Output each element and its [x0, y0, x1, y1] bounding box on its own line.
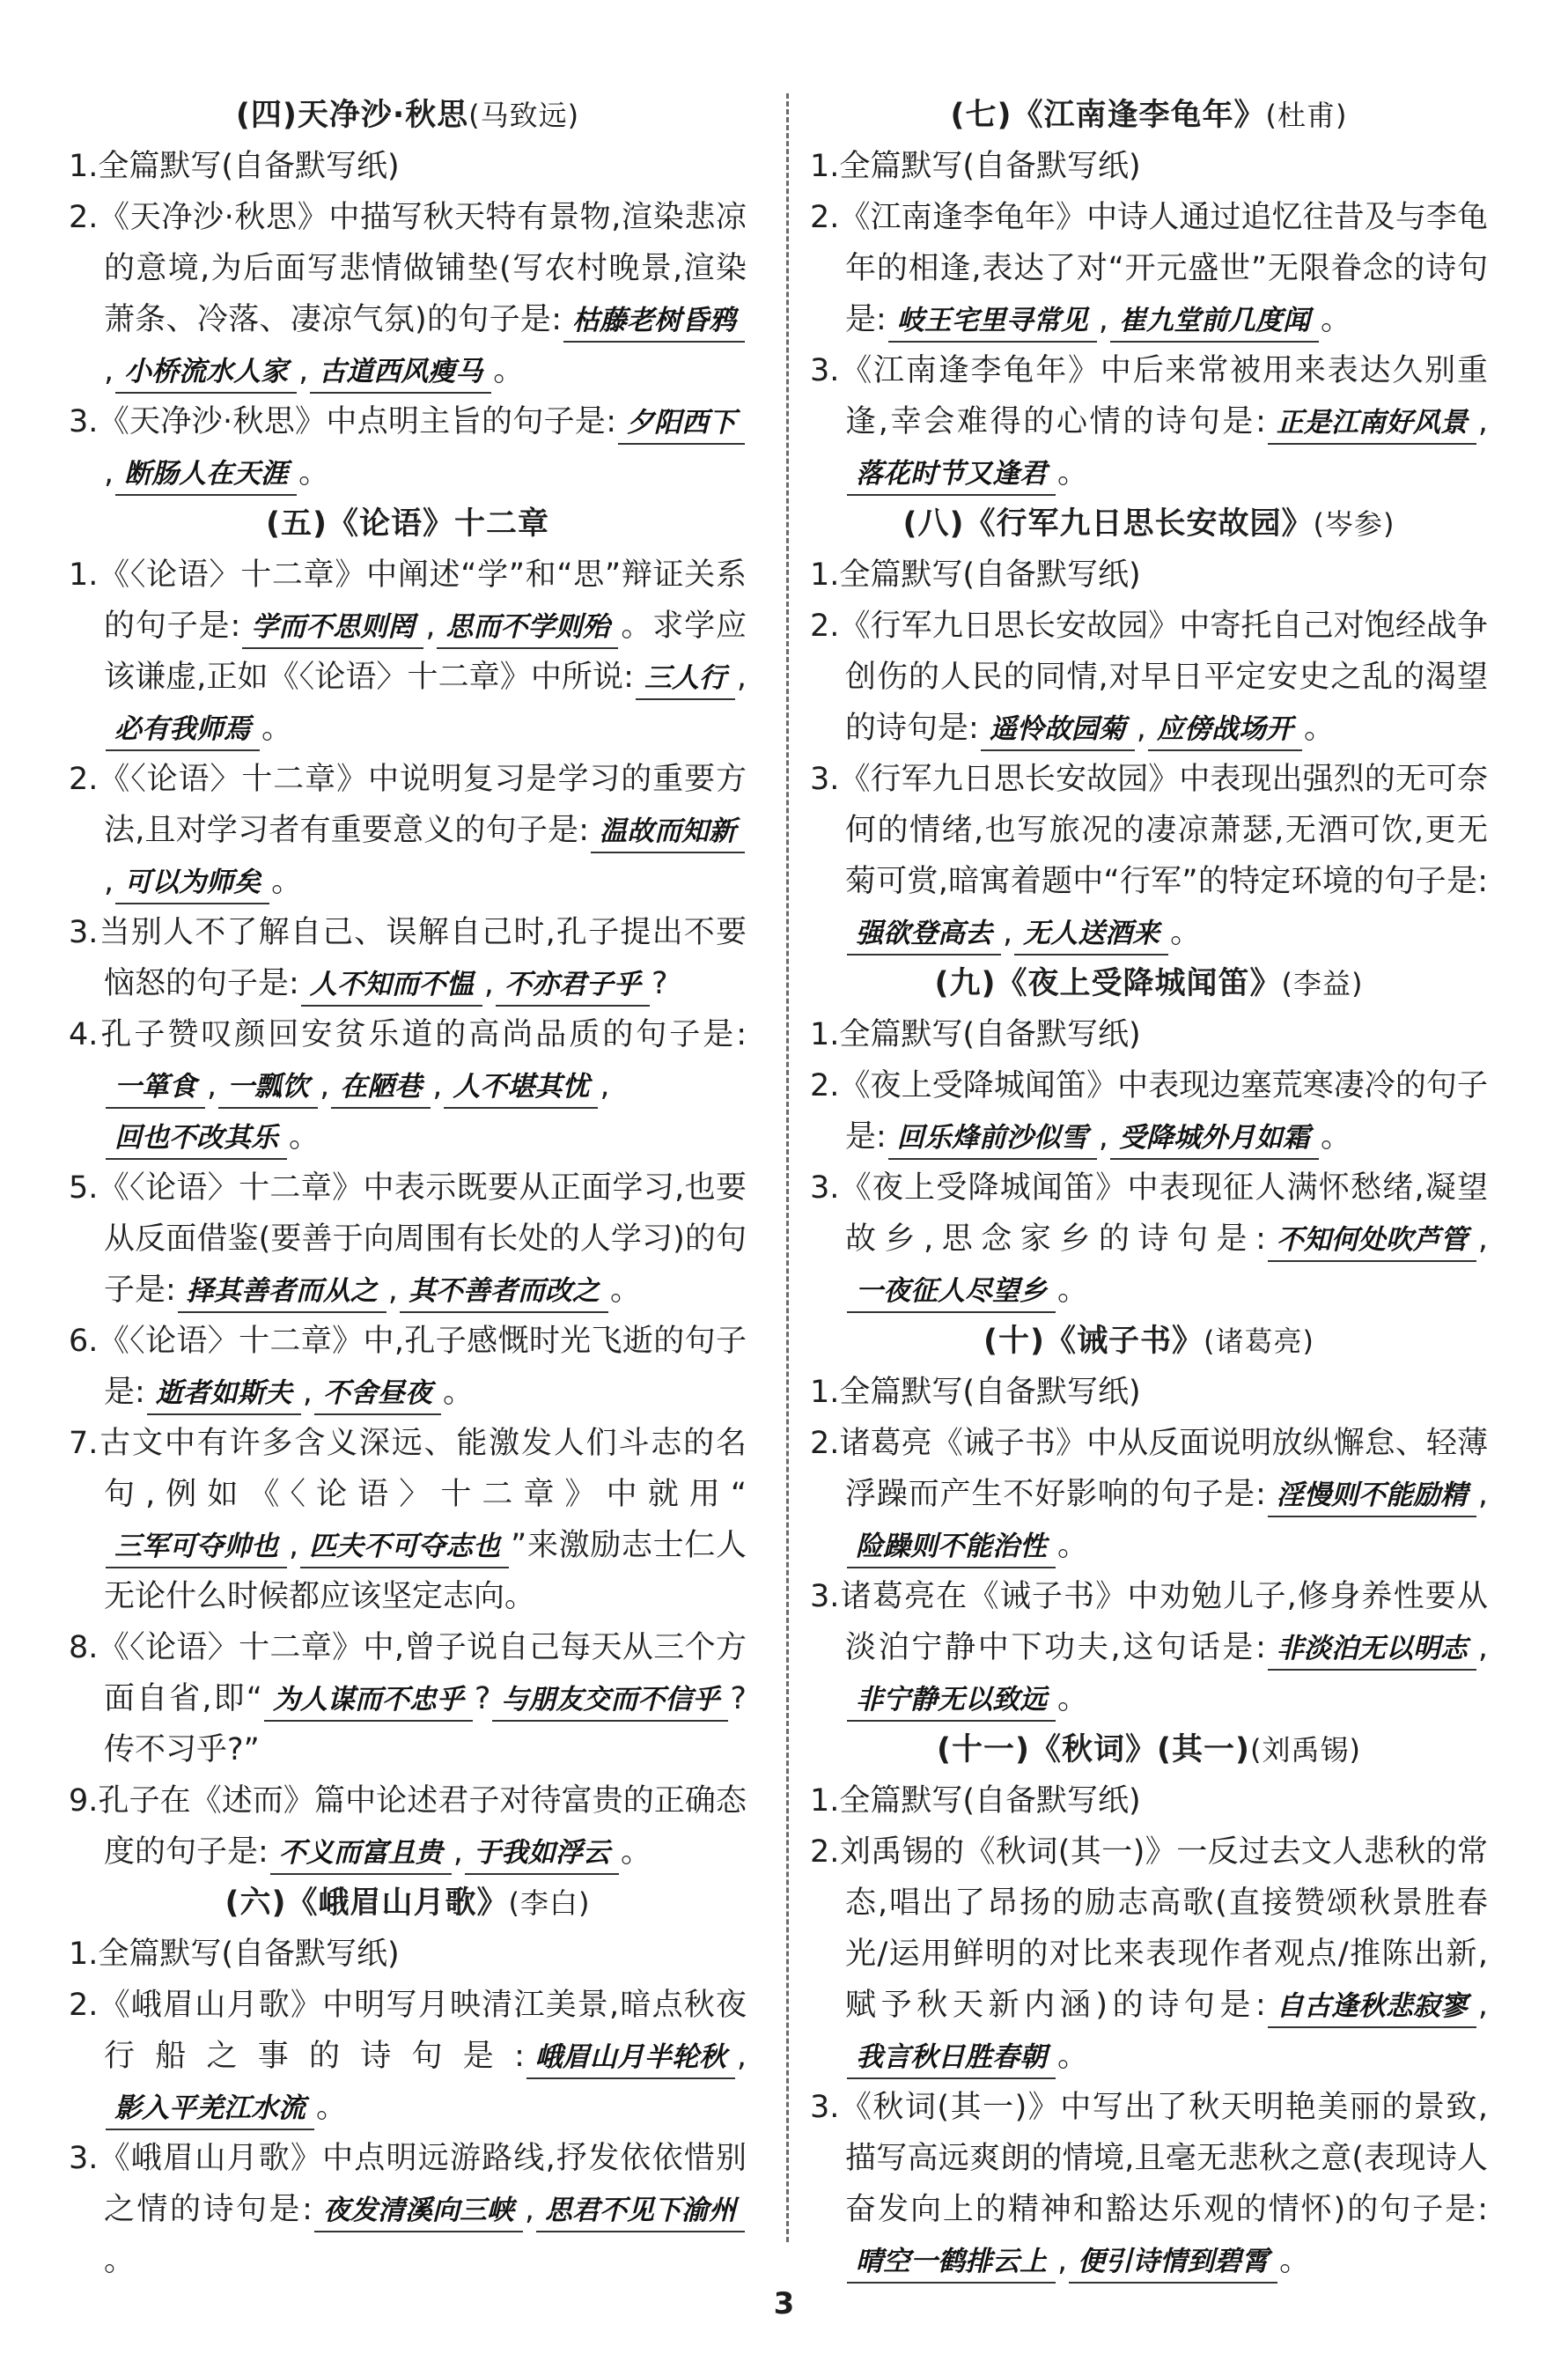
question-item: 3.诸葛亮在《诫子书》中劝勉儿子,修身养性要从淡泊宁静中下功夫,这句话是: 非淡泊无以明志 ,非宁静无以致远 。	[810, 1571, 1488, 1724]
section-author: (刘禹锡)	[1250, 1733, 1361, 1767]
question-item: 2.《江南逢李龟年》中诗人通过追忆往昔及与李龟年的相逢,表达了对“开元盛世”无限眷念的诗句是: 岐王宅里寻常见 , 崔九堂前几度闻 。	[810, 192, 1488, 345]
question-item: 1.全篇默写(自备默写纸)	[69, 1937, 400, 1972]
left-column	[69, 90, 747, 2286]
answer-blank: 枯藤老树昏鸦	[563, 300, 745, 343]
answer-blank: 自古逢秋悲寂寥	[1268, 1986, 1476, 2028]
answer-blank: 与朋友交而不信乎	[492, 1679, 728, 1722]
answer-blank: 匹夫不可夺志也	[300, 1526, 509, 1568]
answer-blank: 温故而知新	[591, 811, 745, 853]
section-title: (六)《峨眉山月歌》(李白)	[225, 1885, 591, 1921]
section-title: (四)天净沙·秋思(马致远)	[235, 98, 580, 133]
section-title: (十一)《秋词》(其一)(刘禹锡)	[937, 1732, 1361, 1767]
question-item: 4.孔子赞叹颜回安贫乐道的高尚品质的句子是:一箪食 , 一瓢饮 , 在陋巷 , 人不堪其忧 ,回也不改其乐 。	[69, 1009, 747, 1162]
section-author: (岑参)	[1313, 507, 1395, 541]
answer-blank: 不舍昼夜	[314, 1373, 441, 1415]
section-author: (诸葛亮)	[1204, 1325, 1314, 1358]
section-title: (九)《夜上受降城闻笛》(李益)	[934, 966, 1364, 1001]
question-item: 2.《天净沙·秋思》中描写秋天特有景物,渲染悲凉的意境,为后面写悲情做铺垫(写农村晚景,渲染萧条、冷落、凄凉气氛)的句子是: 枯藤老树昏鸦, 小桥流水人家 , 古道西风瘦马 。	[69, 192, 747, 396]
answer-blank: 人不堪其忧	[444, 1066, 598, 1109]
answer-blank: 其不善者而改之	[400, 1271, 608, 1313]
question-item: 5.《〈论语〉十二章》中表示既要从正面学习,也要从反面借鉴(要善于向周围有长处的人学习)的句子是: 择其善者而从之 , 其不善者而改之 。	[69, 1162, 747, 1316]
question-item: 1.全篇默写(自备默写纸)	[810, 1375, 1141, 1410]
section-title: (十)《诫子书》(诸葛亮)	[983, 1324, 1314, 1359]
answer-blank: 崔九堂前几度闻	[1110, 300, 1319, 343]
question-item: 3.《天净沙·秋思》中点明主旨的句子是: 夕阳西下, 断肠人在天涯 。	[69, 396, 747, 498]
answer-blank: 夜发清溪向三峡	[314, 2190, 523, 2232]
question-item: 3.《秋词(其一)》中写出了秋天明艳美丽的景致,描写高远爽朗的情境,且毫无悲秋之意(表现诗人奋发向上的精神和豁达乐观的情怀)的句子是:晴空一鹤排云上 , 便引诗情到碧霄 。	[810, 2082, 1488, 2286]
question-item: 1.全篇默写(自备默写纸)	[810, 1783, 1141, 1819]
question-item: 2.刘禹锡的《秋词(其一)》一反过去文人悲秋的常态,唱出了昂扬的励志高歌(直接赞颂秋景胜春光/运用鲜明的对比来表现作者观点/推陈出新,赋予秋天新内涵)的诗句是: 自古逢秋悲寂寥 ,我言秋日胜春朝 。	[810, 1826, 1488, 2082]
question-item: 3.《峨眉山月歌》中点明远游路线,抒发依依惜别之情的诗句是: 夜发清溪向三峡 , 思君不见下渝州。	[69, 2141, 747, 2278]
section-author: (李白)	[508, 1886, 591, 1920]
section-author: (杜甫)	[1265, 99, 1348, 132]
question-item: 1.全篇默写(自备默写纸)	[69, 149, 400, 184]
answer-blank: 学而不思则罔	[242, 607, 423, 649]
answer-blank: 必有我师焉	[106, 709, 260, 751]
answer-blank: 不义而富且贵	[270, 1833, 452, 1875]
column-divider	[786, 93, 789, 2242]
answer-blank: 正是江南好风景	[1268, 402, 1476, 445]
answer-blank: 受降城外月如霜	[1110, 1118, 1319, 1160]
answer-blank: 一夜征人尽望乡	[847, 1271, 1056, 1313]
section-author: (李益)	[1281, 967, 1364, 1000]
question-item: 1.全篇默写(自备默写纸)	[810, 149, 1141, 184]
answer-blank: 回乐烽前沙似雪	[888, 1118, 1097, 1160]
answer-blank: 岐王宅里寻常见	[888, 300, 1097, 343]
section-title: (八)《行军九日思长安故园》(岑参)	[902, 506, 1395, 542]
section-title: (五)《论语》十二章	[266, 506, 549, 542]
question-item: 6.《〈论语〉十二章》中,孔子感慨时光飞逝的句子是: 逝者如斯夫 , 不舍昼夜 。	[69, 1316, 747, 1418]
question-item: 2.《行军九日思长安故园》中寄托自己对饱经战争创伤的人民的同情,对早日平定安史之乱的渴望的诗句是: 遥怜故园菊 , 应傍战场开 。	[810, 601, 1488, 754]
answer-blank: 应傍战场开	[1148, 709, 1302, 751]
question-item: 1.全篇默写(自备默写纸)	[810, 1017, 1141, 1052]
section-title: (七)《江南逢李龟年》(杜甫)	[950, 98, 1348, 133]
answer-blank: 逝者如斯夫	[147, 1373, 301, 1415]
answer-blank: 回也不改其乐	[106, 1118, 287, 1160]
answer-blank: 一瓢饮	[218, 1066, 318, 1109]
answer-blank: 于我如浮云	[465, 1833, 619, 1875]
answer-blank: 晴空一鹤排云上	[847, 2241, 1056, 2284]
answer-blank: 三军可夺帅也	[106, 1526, 287, 1568]
question-item: 1.《〈论语〉十二章》中阐述“学”和“思”辩证关系的句子是: 学而不思则罔 , 思而不学则殆 。求学应该谦虚,正如《〈论语〉十二章》中所说: 三人行 ,必有我师焉 。	[69, 550, 747, 754]
answer-blank: 一箪食	[106, 1066, 205, 1109]
answer-blank: 小桥流水人家	[115, 351, 297, 394]
answer-blank: 在陋巷	[331, 1066, 431, 1109]
question-item: 3.当别人不了解自己、误解自己时,孔子提出不要恼怒的句子是: 人不知而不愠 , 不亦君子乎 ?	[69, 907, 747, 1009]
answer-blank: 不知何处吹芦管	[1268, 1220, 1476, 1262]
answer-blank: 遥怜故园菊	[981, 709, 1135, 751]
question-item: 3.《行军九日思长安故园》中表现出强烈的无可奈何的情绪,也写旅况的凄凉萧瑟,无酒可饮,更无菊可赏,暗寓着题中“行军”的特定环境的句子是:强欲登高去 , 无人送酒来 。	[810, 754, 1488, 958]
answer-blank: 思而不学则殆	[437, 607, 618, 649]
answer-blank: 非宁静无以致远	[847, 1679, 1056, 1722]
answer-blank: 淫慢则不能励精	[1268, 1475, 1476, 1517]
question-item: 2.诸葛亮《诫子书》中从反面说明放纵懈怠、轻薄浮躁而产生不好影响的句子是: 淫慢则不能励精 ,险躁则不能治性 。	[810, 1418, 1488, 1571]
answer-blank: 我言秋日胜春朝	[847, 2037, 1056, 2079]
page-number: 3	[773, 2286, 795, 2321]
answer-blank: 不亦君子乎	[496, 964, 650, 1007]
question-item: 1.全篇默写(自备默写纸)	[810, 557, 1141, 593]
question-item: 8.《〈论语〉十二章》中,曾子说自己每天从三个方面自省,即“ 为人谋而不忠乎 ? 与朋友交而不信乎 ?传不习乎?”	[69, 1630, 747, 1767]
question-item: 9.孔子在《述而》篇中论述君子对待富贵的正确态度的句子是: 不义而富且贵 , 于我如浮云 。	[69, 1775, 747, 1878]
question-item: 2.《〈论语〉十二章》中说明复习是学习的重要方法,且对学习者有重要意义的句子是: 温故而知新, 可以为师矣 。	[69, 754, 747, 907]
answer-blank: 三人行	[636, 658, 735, 700]
question-item: 3.《夜上受降城闻笛》中表现征人满怀愁绪,凝望故乡,思念家乡的诗句是: 不知何处吹芦管 ,一夜征人尽望乡 。	[810, 1162, 1488, 1316]
answer-blank: 非淡泊无以明志	[1268, 1628, 1476, 1671]
answer-blank: 落花时节又逢君	[847, 454, 1056, 496]
answer-blank: 强欲登高去	[847, 913, 1001, 956]
answer-blank: 夕阳西下	[618, 402, 745, 445]
question-item: 2.《夜上受降城闻笛》中表现边塞荒寒凄冷的句子是: 回乐烽前沙似雪 , 受降城外月如霜 。	[810, 1060, 1488, 1162]
question-item: 2.《峨眉山月歌》中明写月映清江美景,暗点秋夜行船之事的诗句是: 峨眉山月半轮秋 ,影入平羌江水流 。	[69, 1980, 747, 2133]
answer-blank: 可以为师矣	[115, 862, 269, 904]
answer-blank: 便引诗情到碧霄	[1069, 2241, 1277, 2284]
answer-blank: 峨眉山月半轮秋	[526, 2037, 735, 2079]
question-item: 7.古文中有许多含义深远、能激发人们斗志的名句,例如《〈论语〉十二章》中就用“三军可夺帅也 , 匹夫不可夺志也 ”来激励志士仁人无论什么时候都应该坚定志向。	[69, 1426, 747, 1614]
answer-blank: 无人送酒来	[1014, 913, 1168, 956]
answer-blank: 古道西风瘦马	[310, 351, 491, 394]
section-author: (马致远)	[468, 99, 580, 132]
answer-blank: 思君不见下渝州	[536, 2190, 745, 2232]
question-item: 3.《江南逢李龟年》中后来常被用来表达久别重逢,幸会难得的心情的诗句是: 正是江南好风景 ,落花时节又逢君 。	[810, 345, 1488, 498]
answer-blank: 择其善者而从之	[178, 1271, 386, 1313]
answer-blank: 断肠人在天涯	[115, 454, 297, 496]
answer-blank: 险躁则不能治性	[847, 1526, 1056, 1568]
answer-blank: 为人谋而不忠乎	[264, 1679, 473, 1722]
answer-blank: 影入平羌江水流	[106, 2088, 314, 2130]
right-column	[810, 90, 1488, 2286]
answer-blank: 人不知而不愠	[301, 964, 482, 1007]
